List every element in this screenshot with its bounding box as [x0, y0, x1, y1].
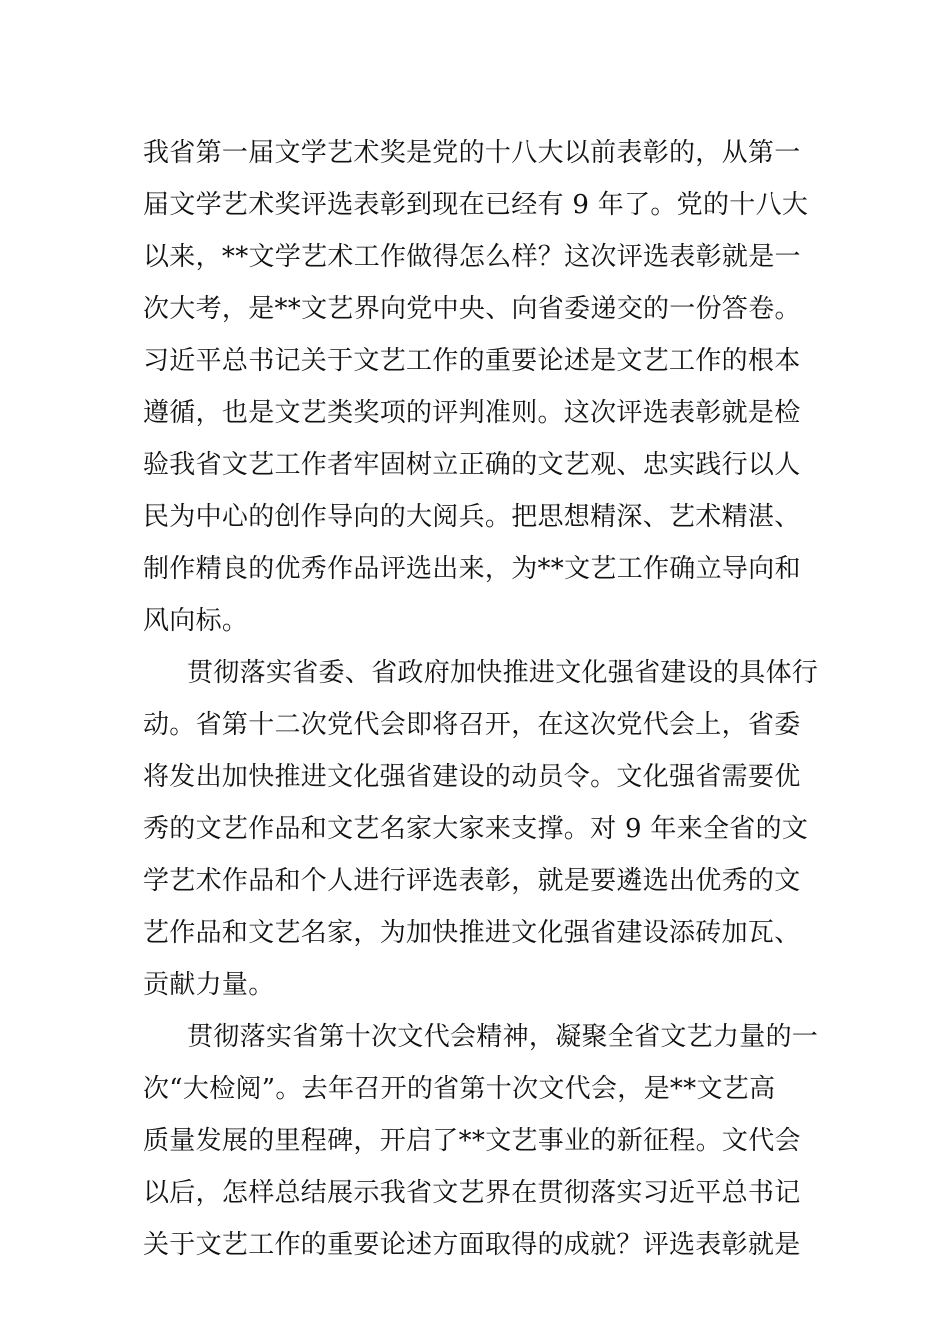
text-line: 风向标。	[143, 606, 249, 636]
text-line: 习近平总书记关于文艺工作的重要论述是文艺工作的根本	[143, 346, 801, 376]
text-line: 将发出加快推进文化强省建设的动员令。文化强省需要优	[143, 762, 801, 792]
text-line: 制作精良的优秀作品评选出来，为**文艺工作确立导向和	[143, 554, 801, 584]
text-line: 艺作品和文艺名家，为加快推进文化强省建设添砖加瓦、	[143, 918, 801, 948]
text-line: 遵循，也是文艺类奖项的评判准则。这次评选表彰就是检	[143, 398, 801, 428]
text-line: 以来，**文学艺术工作做得怎么样？这次评选表彰就是一	[143, 242, 801, 272]
text-line: 次“大检阅”。去年召开的省第十次文代会，是**文艺高	[143, 1074, 776, 1104]
text-line: 秀的文艺作品和文艺名家大家来支撑。对 9 年来全省的文	[143, 814, 809, 844]
text-line: 民为中心的创作导向的大阅兵。把思想精深、艺术精湛、	[143, 502, 801, 532]
text-line: 质量发展的里程碑，开启了**文艺事业的新征程。文代会	[143, 1126, 801, 1156]
text-line: 关于文艺工作的重要论述方面取得的成就？评选表彰就是	[143, 1230, 801, 1260]
text-line: 学艺术作品和个人进行评选表彰，就是要遴选出优秀的文	[143, 866, 801, 896]
text-line: 验我省文艺工作者牢固树立正确的文艺观、忠实践行以人	[143, 450, 801, 480]
text-line: 动。省第十二次党代会即将召开，在这次党代会上，省委	[143, 710, 801, 740]
text-line: 我省第一届文学艺术奖是党的十八大以前表彰的，从第一	[143, 138, 801, 168]
text-line: 次大考，是**文艺界向党中央、向省委递交的一份答卷。	[143, 294, 801, 324]
text-line: 届文学艺术奖评选表彰到现在已经有 9 年了。党的十八大	[143, 190, 809, 220]
paragraph-first-line: 贯彻落实省委、省政府加快推进文化强省建设的具体行	[187, 658, 819, 688]
paragraph-first-line: 贯彻落实省第十次文代会精神，凝聚全省文艺力量的一	[187, 1022, 819, 1052]
document-body	[143, 127, 819, 1271]
text-line: 贡献力量。	[143, 970, 275, 1000]
text-line: 以后，怎样总结展示我省文艺界在贯彻落实习近平总书记	[143, 1178, 801, 1208]
